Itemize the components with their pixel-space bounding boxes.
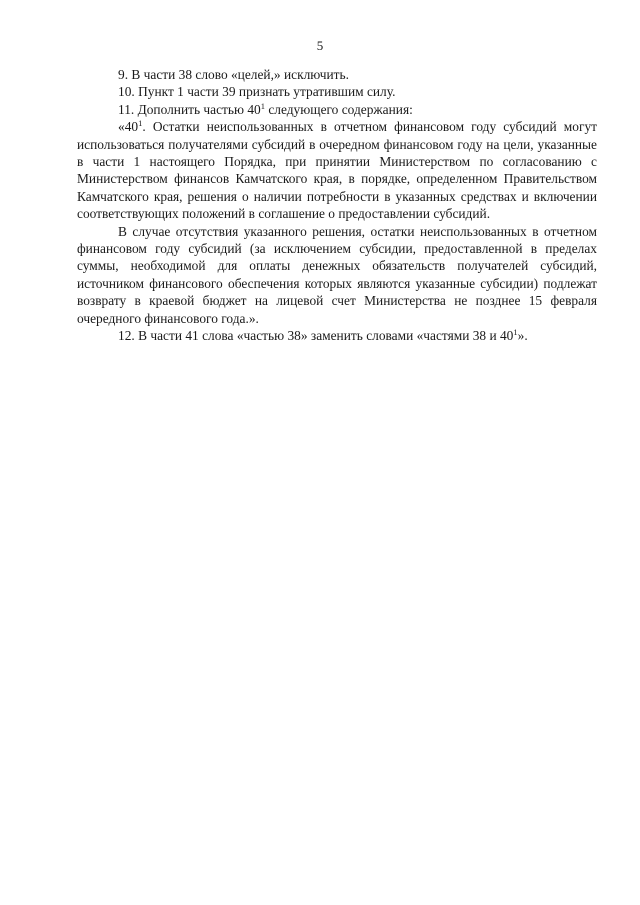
paragraph-absence-of-decision: В случае отсутствия указанного решения, остатки неиспользованных в отчетном финансовом году субсидий (за исключением субсидии, предоставленной в пределах суммы, необходимой для оплаты денежных обязательств получателей субсидий, источником финансового обеспечения которых являются указанные субсидии) подлежат возврату в краевой бюджет на лицевой счет Министерства не позднее 15 февраля очередного финансового года.». [77,223,597,326]
part-40-number: «40 [118,119,139,135]
item-11-text-end: следующего содержания: [265,101,413,117]
document-body [77,66,597,345]
item-11-text: 11. Дополнить частью 40 [118,101,261,117]
page-number: 5 [316,38,324,53]
part-40-text: . Остатки неиспользованных в отчетном финансовом году субсидий могут использоваться получателями субсидий в очередном финансовом году на цели, указанные в части 1 настоящего Порядка, при принятии Министерством по согласованию с Министерством финансов Камчатского края, в порядке, определенном Правительством Камчатского края, решения о наличии потребности в указанных средствах и включении соответствующих положений в соглашение о предоставлении субсидий. [77,119,597,222]
part-40-superscript: 1 [138,118,143,129]
item-12-text-end: ». [517,328,528,344]
paragraph-item-9: 9. В части 38 слово «целей,» исключить. [118,67,349,82]
item-12-text: 12. В части 41 слова «частью 38» заменить словами «частями 38 и 40 [118,328,514,344]
paragraph-part-40-1 [77,118,597,222]
item-11-superscript: 1 [260,100,265,111]
paragraph-item-10: 10. Пункт 1 части 39 признать утратившим силу. [118,84,396,100]
paragraph-item-11 [77,101,597,118]
item-12-superscript: 1 [513,327,518,338]
paragraph-item-12 [77,327,597,344]
